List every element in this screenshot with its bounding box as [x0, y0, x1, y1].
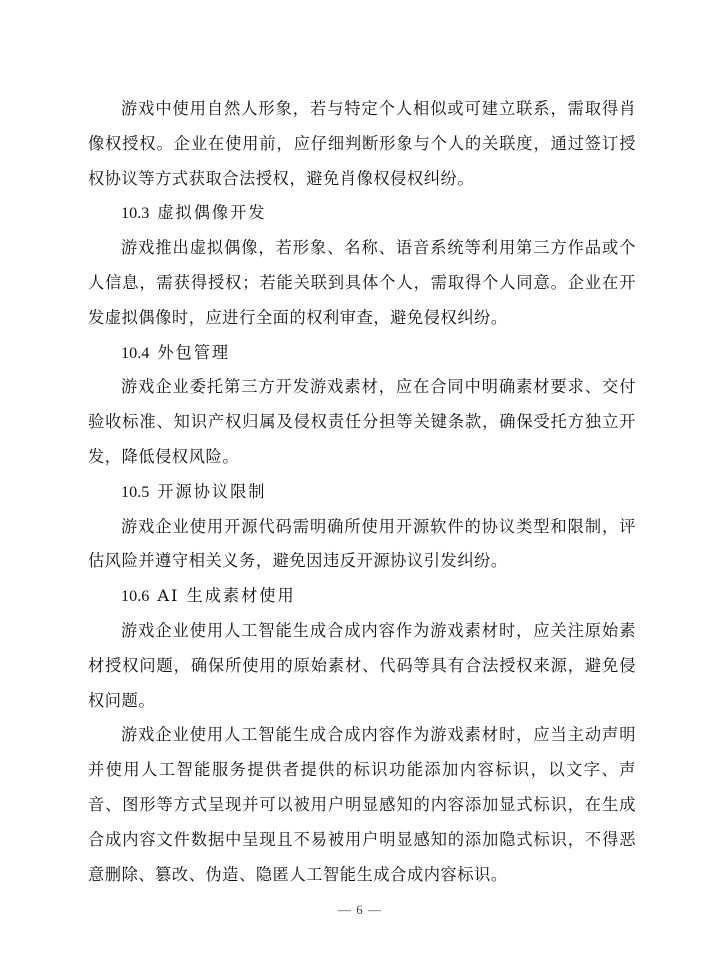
section-title: AI 生成素材使用 — [157, 586, 296, 606]
section-title: 开源协议限制 — [157, 481, 267, 501]
section-number: 10.4 — [121, 343, 150, 362]
section-number: 10.5 — [121, 482, 150, 501]
paragraph-virtual-idol: 游戏推出虚拟偶像，若形象、名称、语音系统等利用第三方作品或个人信息，需获得授权；若能关联到具体个人，需取得个人同意。企业在开发虚拟偶像时，应进行全面的权利审查，避免侵权纠纷。 — [88, 238, 636, 327]
section-title: 外包管理 — [157, 342, 231, 362]
paragraph-portrait-rights: 游戏中使用自然人形象，若与特定个人相似或可建立联系，需取得肖像权授权。企业在使用前，应仔细判断形象与个人的关联度，通过签订授权协议等方式获取合法授权，避免肖像权侵权纠纷。 — [88, 99, 636, 188]
section-number: 10.3 — [121, 204, 150, 223]
section-heading-10-3 — [88, 196, 636, 231]
paragraph-ai-source-authorization: 游戏企业使用人工智能生成合成内容作为游戏素材时，应关注原始素材授权问题，确保所使用的原始素材、代码等具有合法授权来源，避免侵权问题。 — [88, 620, 636, 710]
section-heading-10-4 — [88, 336, 636, 371]
section-heading-10-6 — [88, 579, 636, 614]
paragraph-open-source: 游戏企业使用开源代码需明确所使用开源软件的协议类型和限制，评估风险并遵守相关义务，避免因违反开源协议引发纠纷。 — [88, 516, 636, 571]
page-number: — 6 — — [338, 902, 382, 917]
section-heading-10-5 — [88, 475, 636, 510]
section-number: 10.6 — [121, 587, 150, 606]
paragraph-outsourcing: 游戏企业委托第三方开发游戏素材，应在合同中明确素材要求、交付验收标准、知识产权归属及侵权责任分担等关键条款，确保受托方独立开发，降低侵权风险。 — [88, 377, 636, 466]
paragraph-ai-content-labeling: 游戏企业使用人工智能生成合成内容作为游戏素材时，应当主动声明并使用人工智能服务提供者提供的标识功能添加内容标识，以文字、声音、图形等方式呈现并可以被用户明显感知的内容添加显式标识，在生成合成内容文件数据中呈现且不易被用户明显感知的添加隐式标识，不得恶意删除、篡改、伪造、隐匿人工智能生成合成内容标识。 — [88, 725, 636, 884]
document-body — [88, 92, 636, 892]
section-title: 虚拟偶像开发 — [157, 203, 267, 223]
